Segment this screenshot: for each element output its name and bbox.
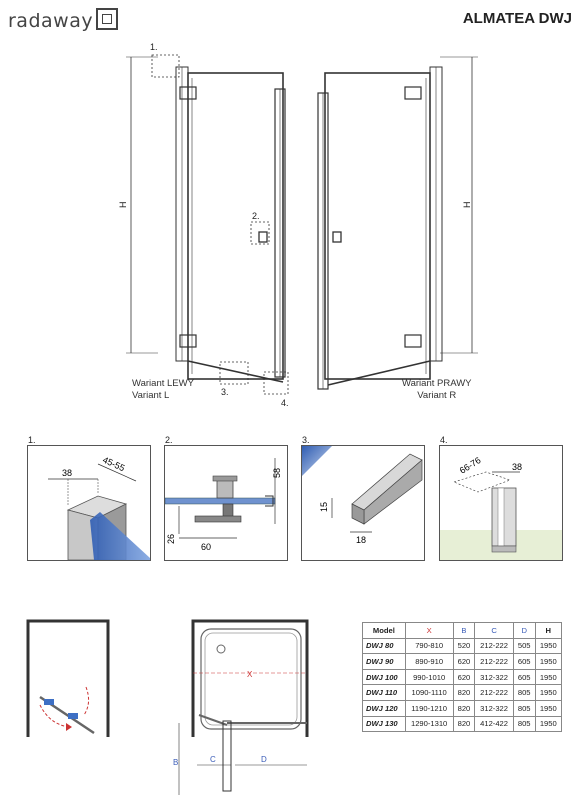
table-cell: DWJ 80 bbox=[363, 638, 406, 654]
detail-1-dim-b: 45-55 bbox=[101, 454, 127, 474]
table-cell: 1950 bbox=[535, 700, 561, 716]
detail-4-label: 4. bbox=[440, 435, 448, 445]
table-cell: 212-222 bbox=[475, 685, 514, 701]
table-cell: 1950 bbox=[535, 669, 561, 685]
detail-2-panel bbox=[164, 445, 288, 561]
detail-1-dim-a: 38 bbox=[62, 468, 73, 478]
table-cell: 1950 bbox=[535, 654, 561, 670]
table-cell: 1090-1110 bbox=[405, 685, 453, 701]
detail-4-dim-b: 38 bbox=[512, 462, 523, 472]
table-cell: DWJ 130 bbox=[363, 716, 406, 732]
door-left-variant bbox=[126, 55, 288, 394]
detail-3-dim-b: 18 bbox=[356, 535, 367, 545]
table-cell: DWJ 110 bbox=[363, 685, 406, 701]
table-cell: 620 bbox=[453, 654, 475, 670]
table-cell: 1950 bbox=[535, 716, 561, 732]
callout-1: 1. bbox=[150, 42, 158, 52]
col-h: H bbox=[535, 623, 561, 639]
detail-3-dim-a: 15 bbox=[319, 501, 329, 512]
col-c: C bbox=[475, 623, 514, 639]
plan-x-label: X bbox=[247, 670, 253, 679]
detail-2-dim-a: 58 bbox=[272, 467, 282, 478]
table-cell: DWJ 100 bbox=[363, 669, 406, 685]
table-row bbox=[363, 669, 562, 685]
table-cell: 1950 bbox=[535, 638, 561, 654]
table-row bbox=[363, 685, 562, 701]
variant-right-caption: Wariant PRAWY Variant R bbox=[402, 378, 472, 401]
table-row bbox=[363, 700, 562, 716]
door-swing-diagram bbox=[20, 615, 120, 745]
plan-c-label: C bbox=[210, 755, 216, 764]
plan-b-label: B bbox=[173, 758, 179, 767]
detail-2-label: 2. bbox=[165, 435, 173, 445]
table-cell: 820 bbox=[453, 716, 475, 732]
table-cell: 312-322 bbox=[475, 669, 514, 685]
product-title: ALMATEA DWJ bbox=[462, 10, 572, 27]
spec-table bbox=[362, 622, 562, 732]
table-cell: 505 bbox=[513, 638, 535, 654]
detail-4-dim-a: 66-76 bbox=[457, 455, 483, 476]
callout-4: 4. bbox=[281, 398, 289, 408]
table-cell: 605 bbox=[513, 669, 535, 685]
detail-2-dim-c: 60 bbox=[201, 542, 212, 552]
table-cell: 790-810 bbox=[405, 638, 453, 654]
table-cell: 312-322 bbox=[475, 700, 514, 716]
table-cell: 990-1010 bbox=[405, 669, 453, 685]
brand-logo-text: radaway bbox=[8, 10, 94, 32]
spec-table-header-row bbox=[363, 623, 562, 639]
col-x: X bbox=[405, 623, 453, 639]
left-dim-h-label: H bbox=[118, 201, 128, 208]
detail-1-panel bbox=[27, 445, 151, 561]
detail-1-label: 1. bbox=[28, 435, 36, 445]
table-cell: DWJ 120 bbox=[363, 700, 406, 716]
door-right-variant bbox=[318, 57, 478, 389]
right-dim-h-label: H bbox=[462, 201, 472, 208]
table-cell: 820 bbox=[453, 685, 475, 701]
table-cell: 412-422 bbox=[475, 716, 514, 732]
table-cell: 1190-1210 bbox=[405, 700, 453, 716]
col-d: D bbox=[513, 623, 535, 639]
table-cell: 890-910 bbox=[405, 654, 453, 670]
detail-4-panel bbox=[439, 445, 563, 561]
table-cell: 805 bbox=[513, 685, 535, 701]
table-row bbox=[363, 654, 562, 670]
detail-3-panel bbox=[301, 445, 425, 561]
table-cell: 212-222 bbox=[475, 654, 514, 670]
plan-d-label: D bbox=[261, 755, 267, 764]
table-cell: 1290-1310 bbox=[405, 716, 453, 732]
plan-view-diagram bbox=[165, 615, 315, 800]
table-cell: 620 bbox=[453, 669, 475, 685]
col-b: B bbox=[453, 623, 475, 639]
table-row bbox=[363, 716, 562, 732]
table-cell: 820 bbox=[453, 700, 475, 716]
table-cell: 212-222 bbox=[475, 638, 514, 654]
col-model: Model bbox=[363, 623, 406, 639]
detail-2-dim-b: 26 bbox=[166, 533, 176, 544]
table-cell: 605 bbox=[513, 654, 535, 670]
table-cell: 520 bbox=[453, 638, 475, 654]
table-cell: 805 bbox=[513, 700, 535, 716]
callout-2: 2. bbox=[252, 211, 260, 221]
table-cell: 805 bbox=[513, 716, 535, 732]
table-row bbox=[363, 638, 562, 654]
table-cell: 1950 bbox=[535, 685, 561, 701]
variant-left-caption: Wariant LEWY Variant L bbox=[132, 378, 194, 401]
table-cell: DWJ 90 bbox=[363, 654, 406, 670]
detail-3-label: 3. bbox=[302, 435, 310, 445]
callout-3: 3. bbox=[221, 387, 229, 397]
